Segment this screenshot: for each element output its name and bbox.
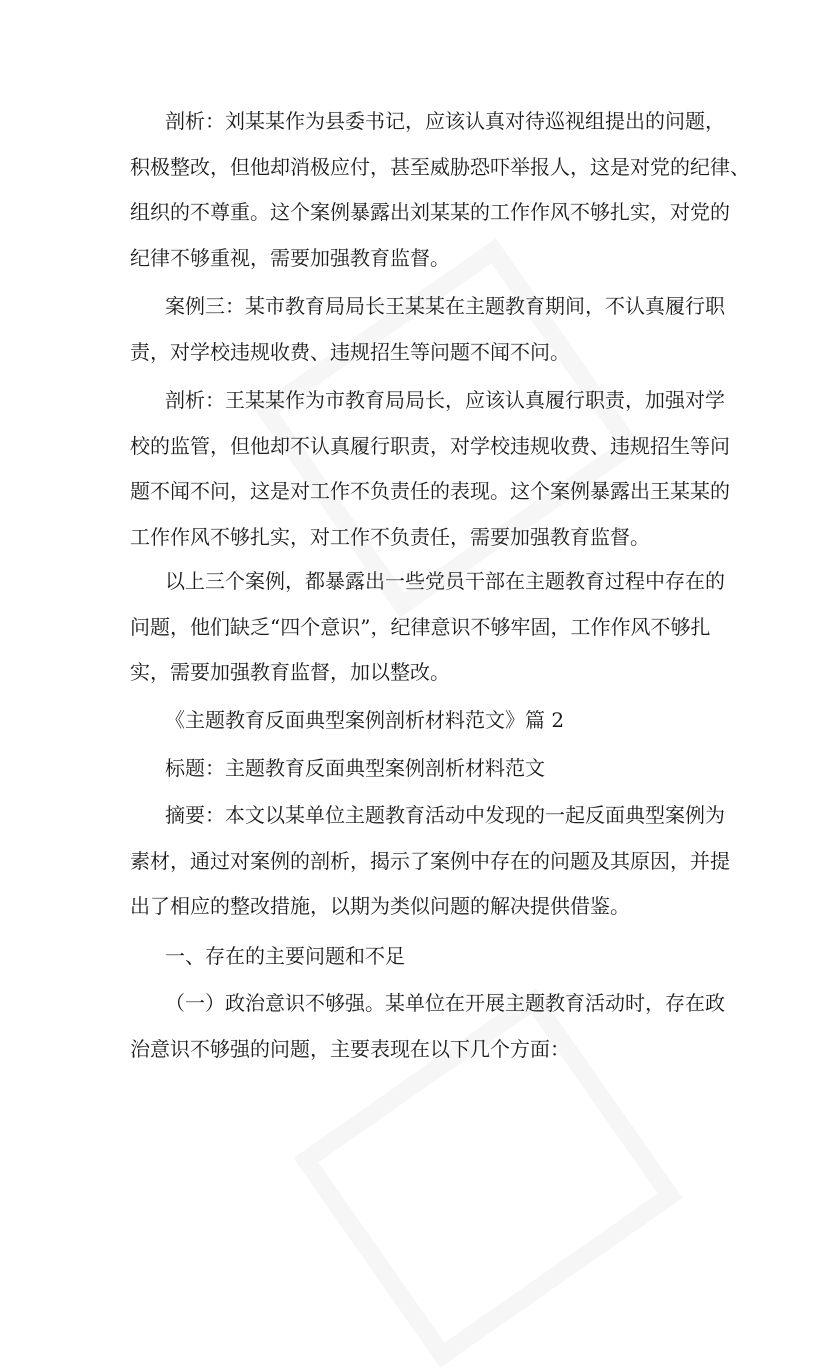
paragraph-line: 纪律不够重视，需要加强教育监督。 (130, 245, 450, 270)
paragraph-line: 出了相应的整改措施，以期为类似问题的解决提供借鉴。 (130, 894, 630, 918)
paragraph-line: 实，需要加强教育监督，加以整改。 (130, 660, 450, 684)
paragraph-line: 治意识不够强的问题，主要表现在以下几个方面： (130, 1036, 570, 1061)
paragraph-line: 以上三个案例，都暴露出一些党员干部在主题教育过程中存在的 (165, 569, 725, 593)
paragraph-line: 剖析：刘某某作为县委书记，应该认真对待巡视组提出的问题， (165, 109, 725, 133)
paragraph-line: 一、存在的主要问题和不足 (165, 944, 405, 968)
paragraph-line: 工作作风不够扎实，对工作不负责任，需要加强教育监督。 (130, 524, 650, 549)
paragraph-line: 案例三：某市教育局局长王某某在主题教育期间，不认真履行职 (165, 294, 725, 318)
paragraph-line: 积极整改，但他却消极应付，甚至威胁恐吓举报人，这是对党的纪律、 (130, 154, 750, 179)
paragraph-line: 摘要：本文以某单位主题教育活动中发现的一起反面典型案例为 (165, 803, 725, 827)
paragraph-line: 组织的不尊重。这个案例暴露出刘某某的工作作风不够扎实，对党的 (130, 200, 730, 224)
paragraph-line: 责，对学校违规收费、违规招生等问题不闻不问。 (130, 339, 570, 364)
paragraph-line: 素材，通过对案例的剖析，揭示了案例中存在的问题及其原因，并提 (130, 848, 730, 873)
paragraph-line: 题不闻不问，这是对工作不负责任的表现。这个案例暴露出王某某的 (130, 479, 730, 503)
paragraph-line: 问题，他们缺乏“四个意识”，纪律意识不够牢固，工作作风不够扎 (130, 614, 711, 639)
paragraph-line: 标题：主题教育反面典型案例剖析材料范文 (165, 756, 545, 780)
paragraph-line: （一）政治意识不够强。某单位在开展主题教育活动时，存在政 (165, 991, 725, 1015)
paragraph-line: 校的监管，但他却不认真履行职责，对学校违规收费、违规招生等问 (130, 433, 730, 458)
paragraph-line: 剖析：王某某作为市教育局局长，应该认真履行职责，加强对学 (165, 388, 725, 412)
paragraph-line: 《主题教育反面典型案例剖析材料范文》篇 2 (165, 708, 565, 732)
